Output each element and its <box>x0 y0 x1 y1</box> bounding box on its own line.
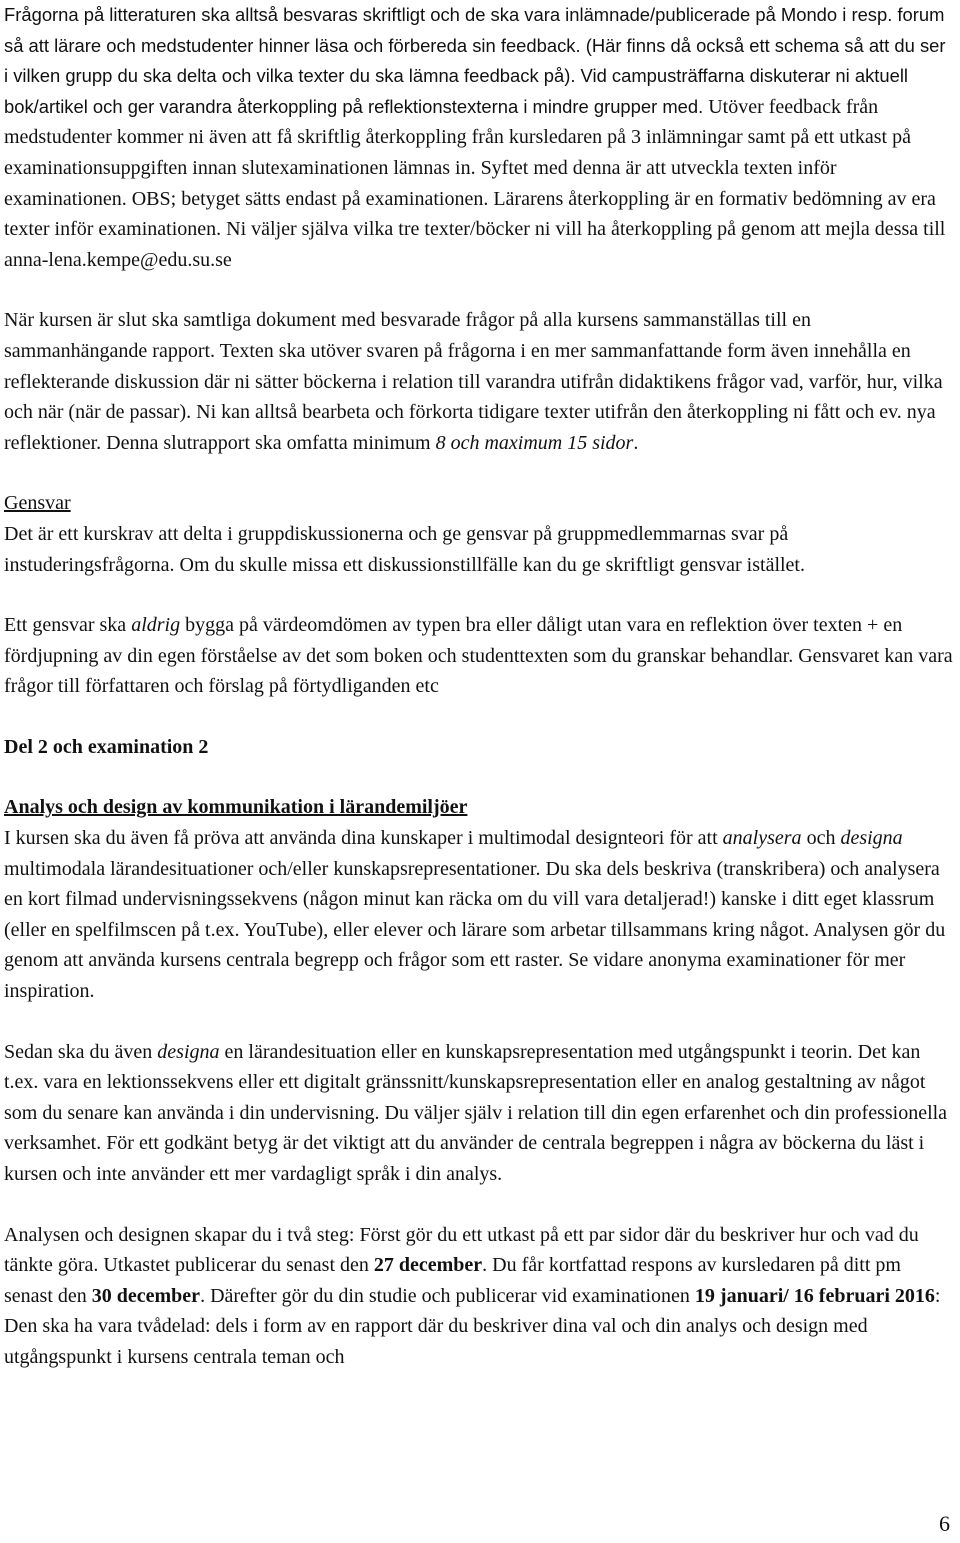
analysis-emphasis: analysera <box>722 827 802 850</box>
gensvar-heading: Gensvar <box>4 492 71 515</box>
analysis-text-2: och <box>801 827 841 850</box>
deadline-date-3: 19 januari/ 16 februari 2016 <box>694 1284 935 1307</box>
deadline-text-4: : Den ska ha vara tvådelad: dels i form av en rapport där du beskriver dina val och din analys och design med utgångspunkt i kursens centrala teman och <box>4 1284 941 1368</box>
deadline-paragraph <box>4 1220 954 1373</box>
gensvar-emphasis: aldrig <box>131 614 181 637</box>
design-text: Sedan ska du även <box>4 1040 158 1063</box>
deadline-text: Analysen och designen skapar du i två steg: Först gör du ett utkast på ett par sidor där du beskriver hur och vad du tänkte göra. Utkastet publicerar du senast den <box>4 1223 919 1277</box>
gensvar-text-end: bygga på värdeomdömen av typen bra eller dåligt utan vara en reflektion över texten + en fördjupning av din egen förståelse av det som boken och studenttexten som du granskar behandlar. Gensvaret kan vara frågor till författaren och förslag på förtydliganden etc <box>4 614 953 698</box>
deadline-text-3: . Därefter gör du din studie och publicerar vid examinationen <box>200 1284 695 1307</box>
intro-sans-text: Frågorna på litteraturen ska alltså besvaras skriftligt och de ska vara inlämnade/publicerade på Mondo i resp. forum så att lärare och medstudenter hinner läsa och förbereda sin feedback. (Här finns då också ett schema så att du ser i vilken grupp du ska delta och vilka texter du ska lämna feedback på). Vid campusträffarna diskuterar ni aktuell bok/artikel och ger varandra återkoppling på reflektionstexterna i mindre grupper med. <box>4 4 946 117</box>
section-heading: Del 2 och examination 2 <box>4 735 209 758</box>
analysis-text: I kursen ska du även få pröva att använda dina kunskaper i multimodal designteori för att <box>4 827 723 850</box>
gensvar-paragraph-1: Det är ett kurskrav att delta i gruppdiskussionerna och ge gensvar på gruppmedlemmarnas svar på instuderingsfrågorna. Om du skulle missa ett diskussionstillfälle kan du ge skriftligt gensvar istället. <box>4 522 805 576</box>
design-paragraph <box>4 1037 954 1190</box>
report-length-emphasis: 8 och maximum 15 sidor <box>435 431 634 454</box>
page-number: 6 <box>939 1511 950 1536</box>
report-text-end: . <box>633 431 639 454</box>
intro-serif-text: Utöver feedback från medstudenter kommer ni även att få skriftlig återkoppling från kursledaren på 3 inlämningar samt på ett utkast på examinationsuppgiften innan slutexaminationen lämnas in. Syftet med denna är att utveckla texten inför examinationen. OBS; betyget sätts endast på examinationen. Lärarens återkoppling är en formativ bedömning av era texter inför examinationen. Ni väljer själva vilka tre texter/böcker ni vill ha återkoppling på genom att mejla dessa till anna-lena.kempe@edu.su.se <box>4 95 946 271</box>
deadline-date-1: 27 december <box>373 1254 483 1277</box>
report-text: När kursen är slut ska samtliga dokument med besvarade frågor på alla kursens sammanställas till en sammanhängande rapport. Texten ska utöver svaren på frågorna i en mer sammanfattande form även innehålla en reflekterande diskussion där ni sätter böckerna i relation till varandra utifrån didaktikens frågor vad, varför, hur, vilka och när (när de passar). Ni kan alltså bearbeta och förkorta tidigare texter utifrån den återkoppling ni fått och ev. nya reflektioner. Denna slutrapport ska omfatta minimum <box>4 309 943 454</box>
design-text-end: en lärandesituation eller en kunskapsrepresentation med utgångspunkt i teorin. Det kan t.ex. vara en lektionssekvens eller ett digitalt gränssnitt/kunskapsrepresentation eller en analog gestaltning av något som du senare kan använda i din undervisning. Du väljer själv i relation till din egen erfarenhet och din professionella verksamhet. För ett godkänt betyg är det viktigt att du använder de centrala begreppen i några av böckerna du läst i kursen och inte använder ett mer vardagligt språk i din analys. <box>4 1040 948 1185</box>
deadline-date-2: 30 december <box>91 1284 201 1307</box>
section-subheading: Analys och design av kommunikation i lärandemiljöer <box>4 796 468 819</box>
analysis-paragraph <box>4 823 954 1007</box>
design-paragraph-emphasis: designa <box>157 1040 220 1063</box>
intro-paragraph <box>4 0 954 275</box>
report-paragraph <box>4 305 954 458</box>
analysis-text-3: multimodala lärandesituationer och/eller kunskapsrepresentationer. Du ska dels beskriva (transkribera) och analysera en kort filmad undervisningssekvens (någon minut kan räcka om du vill vara detaljerad!) kanske i ditt eget klassrum (eller en spelfilmscen på t.ex. YouTube), eller elever och lärare som arbetar tillsammans kring något. Analysen gör du genom att använda kursens centrala begrepp och frågor som ett raster. Se vidare anonyma examinationer för mer inspiration. <box>4 857 946 1003</box>
design-emphasis: designa <box>840 827 903 850</box>
gensvar-paragraph-2 <box>4 610 954 702</box>
gensvar-text: Ett gensvar ska <box>4 614 132 637</box>
document-page <box>4 0 954 1373</box>
deadline-text-2: . Du får kortfattad respons av kursledaren på ditt pm senast den <box>4 1254 901 1307</box>
